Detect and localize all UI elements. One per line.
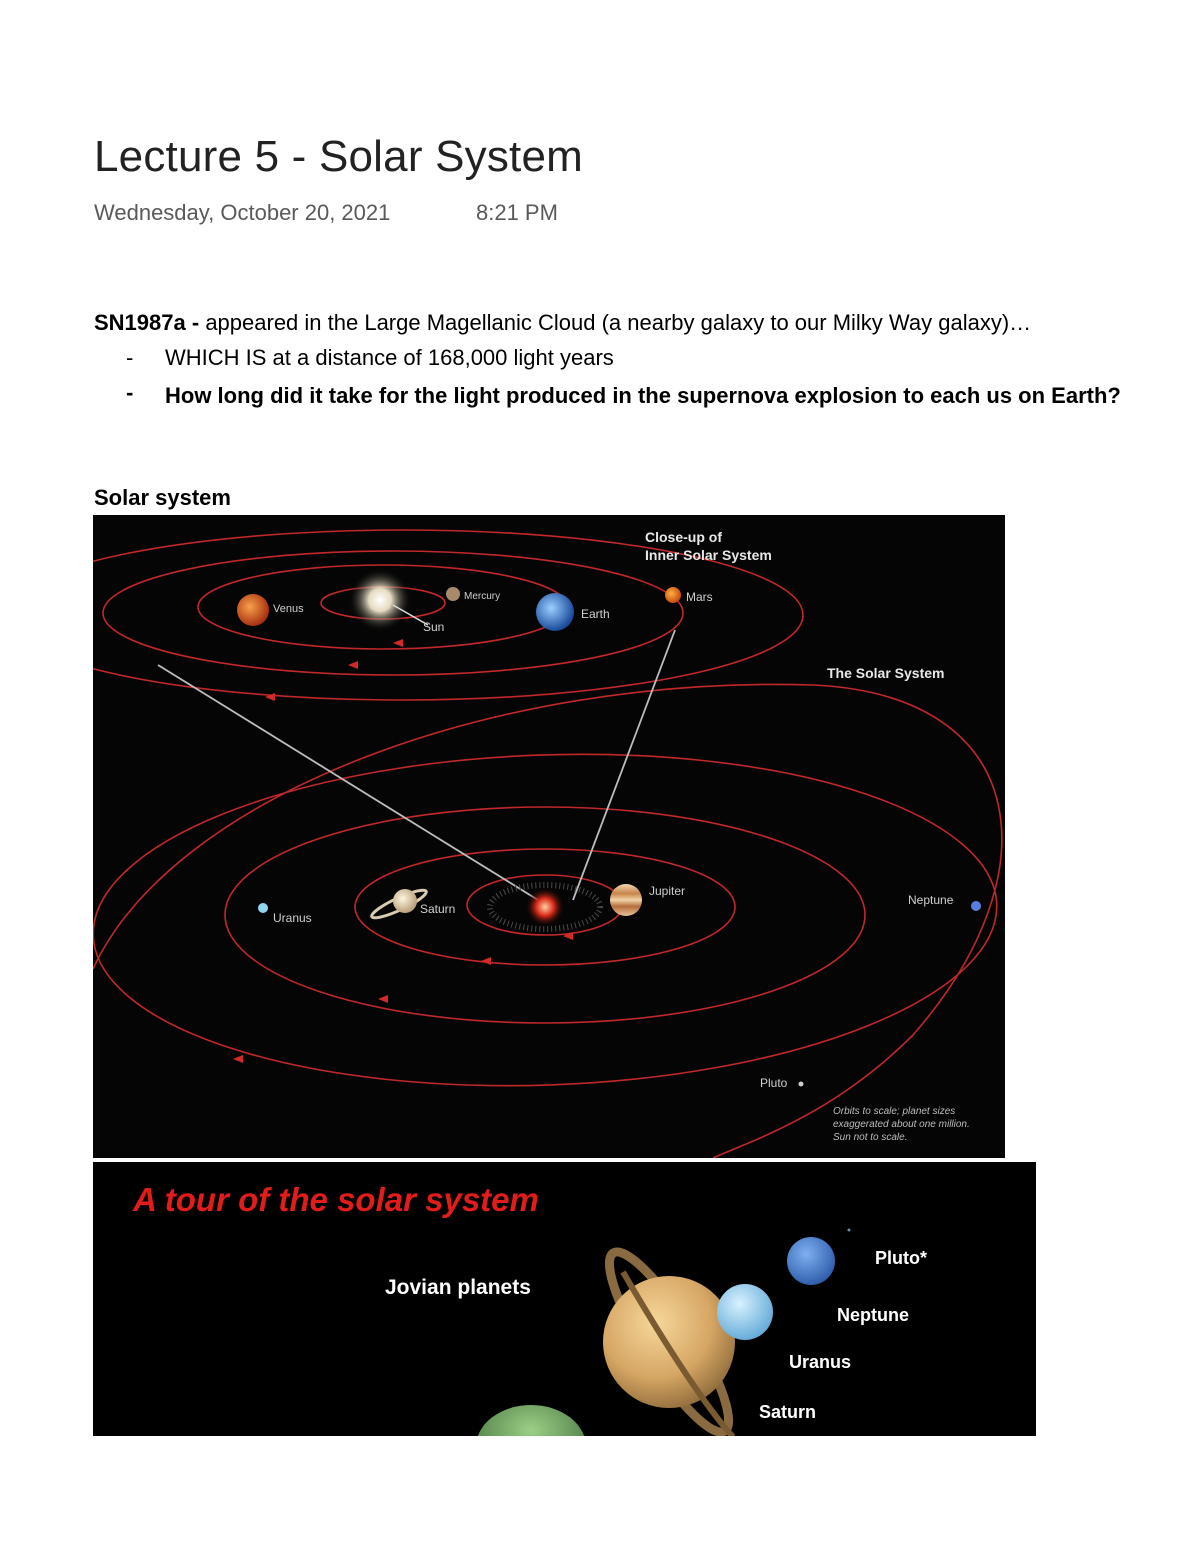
- earth-label: Earth: [581, 607, 610, 621]
- mars-label: Mars: [686, 590, 713, 604]
- page-date: Wednesday, October 20, 2021: [94, 200, 391, 225]
- neptune-planet: [971, 901, 981, 911]
- saturn-planet: [393, 889, 417, 913]
- jupiter-planet: [610, 884, 642, 916]
- uranus-planet: [717, 1284, 773, 1340]
- orbit-arrows: [233, 639, 573, 1063]
- page-time: 8:21 PM: [476, 200, 558, 225]
- section-heading: Solar system: [94, 485, 231, 510]
- intro-term: SN1987a: [94, 310, 186, 335]
- neptune-planet: [787, 1237, 835, 1285]
- sun-label: Sun: [423, 620, 445, 634]
- page-title: Lecture 5 - Solar System: [94, 132, 583, 181]
- uranus-label: Uranus: [273, 911, 312, 925]
- sun-glow: [348, 568, 412, 632]
- tour-title: A tour of the solar system: [133, 1181, 539, 1218]
- intro-text: appeared in the Large Magellanic Cloud (a nearby galaxy to our Milky Way galaxy)…: [205, 310, 1032, 335]
- bullet-dash: -: [126, 345, 134, 370]
- jovian-subtitle: Jovian planets: [385, 1276, 531, 1299]
- scale-note-line2: exaggerated about one million.: [833, 1119, 970, 1130]
- date-line: [94, 200, 558, 226]
- neptune-label: Neptune: [837, 1305, 909, 1325]
- venus-label: Venus: [273, 603, 304, 615]
- bullet-dash: -: [126, 380, 134, 405]
- pluto-planet: [799, 1082, 804, 1087]
- tour-slide: [93, 1162, 1036, 1436]
- scale-note-line3: Sun not to scale.: [833, 1132, 908, 1143]
- uranus-planet: [258, 903, 268, 913]
- intro-paragraph: [94, 310, 1031, 336]
- inset-title-line1: Close-up of: [645, 529, 722, 545]
- solar-system-title: The Solar System: [827, 665, 945, 681]
- mars-planet: [665, 587, 681, 603]
- pluto-label: Pluto: [760, 1076, 788, 1090]
- jupiter-label: Jupiter: [649, 884, 686, 898]
- solar-system-diagram: [93, 515, 1005, 1158]
- saturn-label: Saturn: [420, 902, 456, 916]
- inset-title-line2: Inner Solar System: [645, 547, 772, 563]
- mercury-planet: [446, 587, 460, 601]
- saturn-label: Saturn: [759, 1402, 817, 1422]
- pluto-planet: [848, 1229, 851, 1232]
- sun-center: [525, 887, 565, 927]
- mercury-label: Mercury: [464, 591, 501, 602]
- intro-separator: -: [185, 310, 206, 335]
- bullet-text: WHICH IS at a distance of 168,000 light years: [165, 345, 614, 370]
- earth-planet: [536, 593, 574, 631]
- scale-note-line1: Orbits to scale; planet sizes: [833, 1106, 956, 1117]
- saturn-planet: [603, 1276, 735, 1408]
- uranus-label: Uranus: [789, 1352, 852, 1372]
- neptune-label: Neptune: [908, 893, 954, 907]
- bullet-text: How long did it take for the light produced in the supernova explosion to each us on Earth?: [165, 383, 1121, 408]
- venus-planet: [237, 594, 269, 626]
- jupiter-planet: [476, 1405, 586, 1436]
- pluto-label: Pluto*: [875, 1248, 927, 1268]
